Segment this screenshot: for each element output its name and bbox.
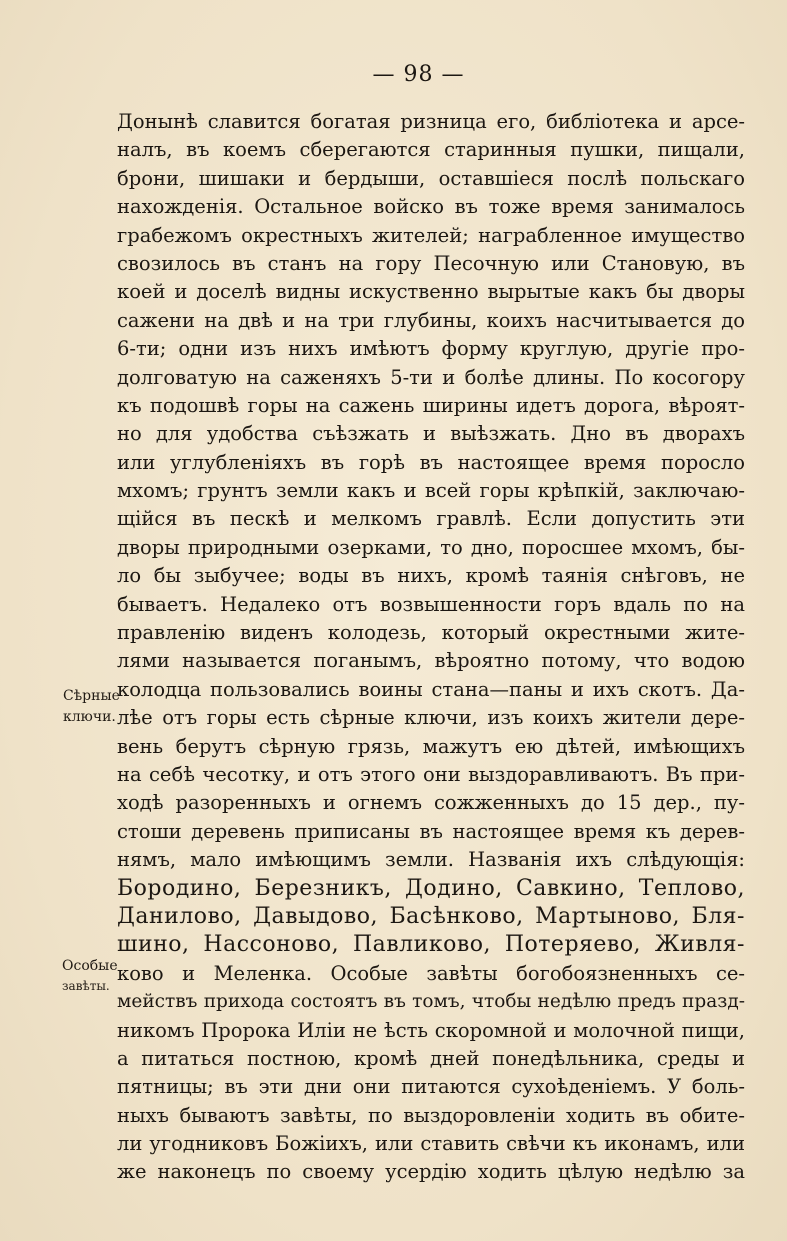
- text-line: или углубленіяхъ въ горѣ въ настоящее время поросло: [117, 450, 745, 474]
- margin-note-line: Особые: [62, 958, 118, 974]
- text-line: а питаться постною, кромѣ дней понедѣльника, среды и: [117, 1046, 745, 1070]
- text-line: вень берутъ сѣрную грязь, мажутъ ею дѣтей, имѣющихъ: [117, 734, 745, 758]
- text-line: ныхъ бываютъ завѣты, по выздоровленіи ходить въ обите-: [117, 1103, 745, 1127]
- text-line: грабежомъ окрестныхъ жителей; награбленное имущество: [117, 223, 745, 247]
- text-line: мхомъ; грунтъ земли какъ и всей горы крѣпкій, заключаю-: [117, 479, 745, 503]
- body-text: [117, 108, 745, 1187]
- text-line: стоши деревень приписаны въ настоящее время къ дерев-: [117, 819, 745, 843]
- text-line: ходѣ разоренныхъ и огнемъ сожженныхъ до 15 дер., пу-: [117, 791, 745, 815]
- text-line: пятницы; въ эти дни они питаются сухоѣденіемъ. У боль-: [117, 1075, 745, 1099]
- text-line: 6-ти; одни изъ нихъ имѣютъ форму круглую, другіе про-: [117, 337, 745, 361]
- text-line: нямъ, мало имѣющимъ земли. Названія ихъ слѣдующія:: [117, 848, 745, 872]
- margin-note-sulfur-springs: [63, 688, 120, 726]
- text-line: ково и Меленка. Особые завѣты богобоязненныхъ се-: [117, 961, 745, 985]
- margin-note-line: завѣты.: [62, 979, 110, 993]
- text-line: долговатую на саженяхъ 5-ти и болѣе длины. По косогору: [117, 365, 745, 389]
- text-line: но для удобства съѣзжать и выѣзжать. Дно въ дворахъ: [117, 422, 745, 446]
- text-line: коей и доселѣ видны искуственно вырытые какъ бы дворы: [117, 280, 745, 304]
- text-line: колодца пользовались воины стана—паны и ихъ скотъ. Да-: [117, 677, 745, 701]
- text-line: никомъ Пророка Иліи не ѣсть скоромной и молочной пищи,: [117, 1018, 745, 1042]
- text-line: Бородино, Березникъ, Додино, Савкино, Теплово,: [117, 875, 745, 901]
- text-line: дворы природными озерками, то дно, поросшее мхомъ, бы-: [117, 535, 745, 559]
- text-line: лѣе отъ горы есть сѣрные ключи, изъ коихъ жители дере-: [117, 706, 745, 730]
- text-line: къ подошвѣ горы на сажень ширины идетъ дорога, вѣроят-: [117, 393, 745, 417]
- text-line: сажени на двѣ и на три глубины, коихъ насчитывается до: [117, 308, 745, 332]
- page-number: — 98 —: [372, 62, 465, 87]
- text-line: налъ, въ коемъ сберегаются старинныя пушки, пищали,: [117, 138, 745, 162]
- text-line: Донынѣ славится богатая ризница его, библіотека и арсе-: [117, 110, 745, 133]
- text-line: ли угодниковъ Божіихъ, или ставить свѣчи къ иконамъ, или: [117, 1132, 745, 1156]
- margin-note-special-vows: [62, 958, 118, 995]
- text-line: же наконецъ по своему усердію ходить цѣлую недѣлю за: [117, 1160, 745, 1184]
- text-line: Даниловo, Давыдово, Басѣнково, Мартыново, Бля-: [117, 903, 745, 929]
- text-line: бываетъ. Недалеко отъ возвышенности горъ вдаль по на: [117, 592, 745, 616]
- text-line: брони, шишаки и бердыши, оставшіеся послѣ польскаго: [117, 166, 745, 190]
- text-line: на себѣ чесотку, и отъ этого они выздоравливаютъ. Въ при-: [117, 762, 745, 786]
- text-line: нахожденія. Остальное войско въ тоже время занималось: [117, 195, 745, 219]
- text-line: шино, Нассоново, Павликово, Потеряево, Живля-: [117, 932, 745, 958]
- text-line: щійся въ пескѣ и мелкомъ гравлѣ. Если допустить эти: [117, 507, 745, 531]
- text-line: лями называется поганымъ, вѣроятно потому, что водою: [117, 649, 745, 673]
- text-line: ло бы зыбучее; воды въ нихъ, кромѣ таянія снѣговъ, не: [117, 564, 745, 588]
- margin-note-line: Сѣрные: [63, 688, 120, 704]
- text-line: свозилось въ станъ на гору Песочную или Становую, въ: [117, 251, 745, 275]
- text-line: мействъ прихода состоятъ въ томъ, чтобы недѣлю предъ празд-: [117, 991, 745, 1013]
- text-line: правленію виденъ колодезь, который окрестными жите-: [117, 621, 745, 645]
- margin-note-line: ключи.: [63, 709, 116, 725]
